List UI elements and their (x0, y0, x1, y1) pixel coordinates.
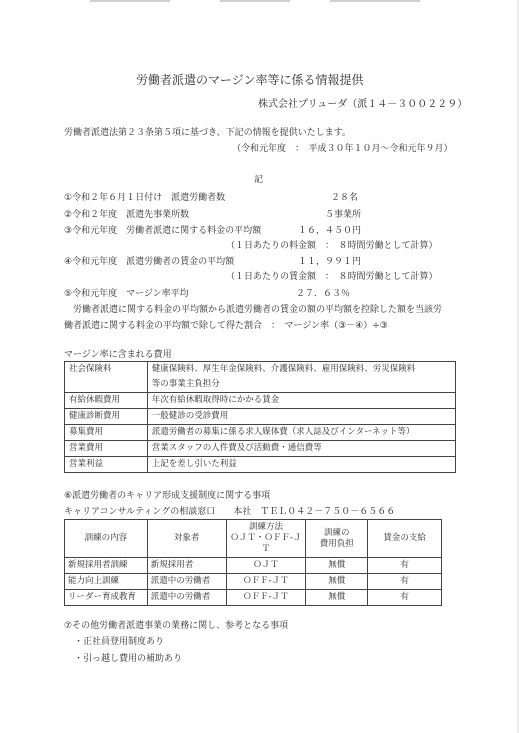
costs-table (64, 361, 456, 473)
cell: 新規採用者訓練 (65, 558, 148, 574)
header-cell: 訓練の内容 (65, 520, 148, 558)
cell: 派遣中の労働者 (147, 574, 226, 590)
table-row (65, 558, 442, 574)
career-table (64, 519, 442, 606)
item-label: ③令和元年度 労働者派遣に関する料金の平均額 (64, 226, 262, 236)
header-line: ＯＪＴ・ＯＦＦ-ＪＴ (230, 533, 302, 554)
item-label: ②令和２年度 派遣先事業所数 (64, 210, 190, 220)
table-row (65, 409, 456, 425)
cell: 有 (368, 558, 442, 574)
cell: 有 (368, 590, 442, 606)
table-row (65, 393, 456, 409)
cell: リーダー育成教育 (65, 590, 148, 606)
item-label: ①令和２年６月１日付け 派遣労働者数 (64, 193, 226, 203)
header-line: 費用負担 (319, 538, 354, 549)
cost-name: 募集費用 (65, 425, 148, 441)
cost-name: 営業費用 (65, 441, 148, 457)
costs-heading: マージン率に含まれる費用 (64, 350, 172, 360)
table-row (65, 425, 456, 441)
cost-desc: 営業スタッフの人件費及び活動費・通信費等 (147, 441, 455, 457)
cell: 新規採用者 (147, 558, 226, 574)
cell: 無償 (306, 574, 368, 590)
other-item: ・正社員登用制度あり (74, 637, 165, 647)
item-value: １６，４５０円 (298, 226, 362, 236)
margin-note: 労働者派遣に関する料金の平均額から派遣労働者の賃金の額の平均額を控除した額を当該労 (73, 305, 443, 315)
career-heading: ⑥派遣労働者のキャリア形成支援制度に関する事項 (64, 491, 271, 501)
header-line: 訓練の (324, 527, 350, 538)
cost-name: 社会保険料 (65, 362, 148, 393)
cell: 有 (368, 574, 442, 590)
table-row (65, 457, 456, 473)
company-name: 株式会社プリューダ（派１４－３００２２９） (258, 99, 468, 110)
table-row (65, 590, 442, 606)
table-row (65, 362, 456, 378)
cell: 能力向上訓練 (65, 574, 148, 590)
scan-edge-mark (330, 0, 420, 2)
item-label: ④令和元年度 派遣労働者の賃金の平均額 (64, 257, 235, 267)
margin-note: 働者派遣に関する料金の平均額で除して得た割合 ： マージン率（③－④）÷③ (64, 321, 388, 331)
item-note: （１日あたりの料金額 ： ８時間労働として計算） (226, 241, 438, 251)
scan-edge-mark (220, 0, 290, 2)
period-text: （令和元年度 ： 平成３０年１０月～令和元年９月） (232, 144, 453, 154)
cost-desc: 派遣労働者の募集に係る求人媒体費（求人誌及びインターネット等） (147, 425, 455, 441)
item-value: ２８名 (331, 193, 359, 203)
table-row (65, 574, 442, 590)
item-note: （１日あたりの賃金額 ： ８時間労働として計算） (226, 272, 438, 282)
item-value: ２７．６３％ (296, 289, 351, 299)
cost-desc: 年次有給休暇取得時にかかる賃金 (147, 393, 455, 409)
item-label: ⑤令和元年度 マージン率平均 (64, 289, 189, 299)
cost-name: 有給休暇費用 (65, 393, 148, 409)
cell: ＯＦＦ-ＪＴ (226, 574, 306, 590)
cost-name: 営業利益 (65, 457, 148, 473)
cost-desc: 等の事業主負担分 (147, 377, 455, 393)
ki-heading: 記 (254, 175, 264, 185)
scan-edge-mark (90, 0, 170, 2)
cost-desc: 上記を差し引いた利益 (147, 457, 455, 473)
item-value: ５事業所 (325, 210, 362, 220)
header-cell: 対象者 (147, 520, 226, 558)
other-item: ・引っ越し費用の補助あり (74, 654, 183, 664)
cell: 無償 (306, 590, 368, 606)
cost-desc: 一般健診の受診費用 (147, 409, 455, 425)
cell: ＯＪＴ (226, 558, 306, 574)
header-cell (306, 520, 368, 558)
cell: 無償 (306, 558, 368, 574)
table-header-row (65, 520, 442, 558)
table-row (65, 441, 456, 457)
cost-desc: 健康保険料、厚生年金保険料、介護保険料、雇用保険料、労災保険料 (147, 362, 455, 378)
header-cell: 賃金の支給 (368, 520, 442, 558)
cost-name: 健康診断費用 (65, 409, 148, 425)
other-heading: ⑦その他労働者派遣事業の業務に関し、参考となる事項 (64, 621, 289, 631)
header-cell (226, 520, 306, 558)
cell: ＯＦＦ-ＪＴ (226, 590, 306, 606)
career-contact: キャリアコンサルティングの相談窓口 本社 ＴＥＬ０４２－７５０－６５６６ (64, 507, 396, 517)
item-value: １１，９９１円 (298, 257, 362, 267)
cell: 派遣中の労働者 (147, 590, 226, 606)
header-line: 訓練方法 (248, 522, 283, 532)
intro-text: 労働者派遣法第２３条第５項に基づき、下記の情報を提供いたします。 (64, 128, 351, 138)
page-title: 労働者派遣のマージン率等に係る情報提供 (136, 73, 364, 87)
